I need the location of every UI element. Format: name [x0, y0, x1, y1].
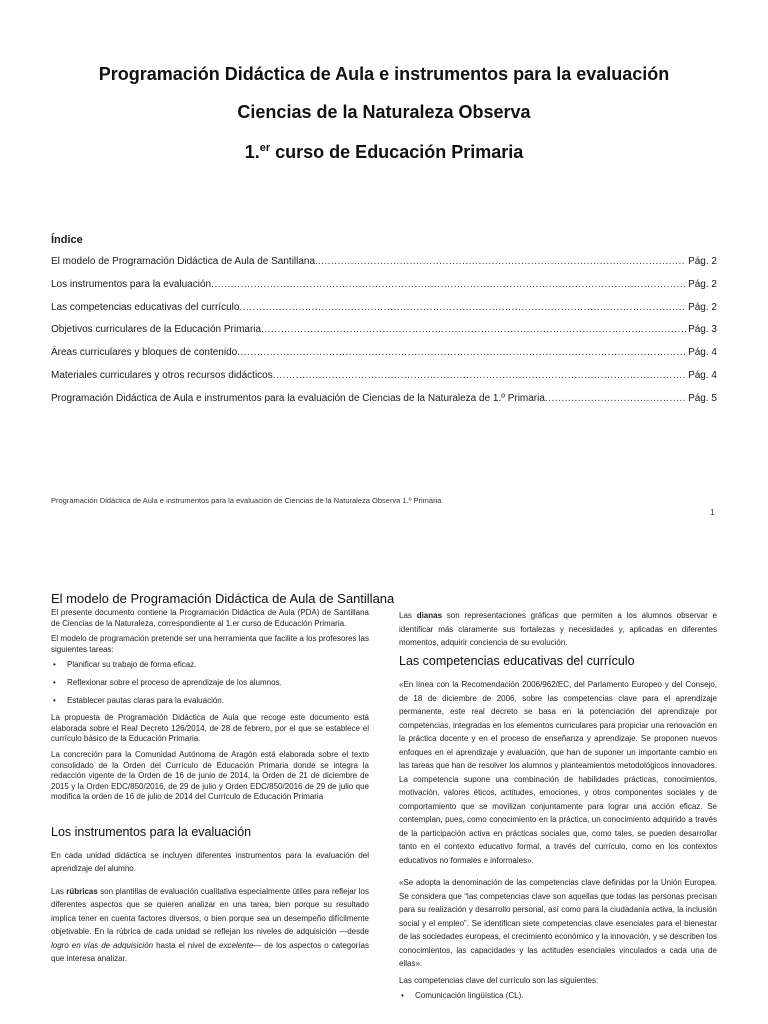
page-number: 1 — [710, 508, 715, 517]
toc-item-label: El modelo de Programación Didáctica de Aula de Santillana. — [51, 256, 318, 267]
toc-item-page: Pág. 4 — [688, 347, 717, 359]
toc-item[interactable] — [51, 279, 717, 302]
section-heading-model: El modelo de Programación Didáctica de Aula de Santillana — [51, 591, 395, 606]
toc-item-label: Programación Didáctica de Aula e instrumentos para la evaluación de Ciencias de la Naturaleza de 1.º Primaria — [51, 392, 545, 404]
paragraph: La propuesta de Programación Didáctica de Aula que recoge este documento está elaborada sobre el Real Decreto 126/2014, de 28 de febrero, por el que se establece el currículo básico de la Educación Primaria. — [51, 713, 369, 744]
paragraph-rubrics: Las rúbricas son plantillas de evaluación cualitativa especialmente útiles para reflejar los diferentes aspectos que se quieren analizar en una tarea, bien porque su resultado implica tener en cuenta factores diversos, o bien porque sea un desempeño difícilmente objetivable. En la rúbrica de cada unidad se reflejan los niveles de adquisición —desde logro en vías de adquisición hasta el nivel de excelente— de los aspectos o categorías que interesa analizar. — [51, 886, 369, 963]
toc-leader — [237, 347, 686, 358]
toc-leader — [239, 302, 686, 313]
section-heading-instruments: Los instrumentos para la evaluación — [51, 824, 252, 839]
document-course: 1.$^{er}$ curso de Educación Primaria — [244, 142, 524, 162]
toc-item-page: Pág. 5 — [688, 392, 717, 404]
paragraph: En cada unidad didáctica se incluyen diferentes instrumentos para la evaluación del aprendizaje del alumno. — [51, 850, 369, 873]
page-footer: Programación Didáctica de Aula e instrumentos para la evaluación de Ciencias de la Naturaleza Observa 1.º Primaria — [51, 496, 442, 505]
right-column — [399, 609, 717, 1009]
section-heading-competencies: Las competencias educativas del currículo — [399, 653, 635, 668]
competencies-list — [399, 991, 717, 1002]
paragraph: «En línea con la Recomendación 2006/962/EC, del Parlamento Europeo y del Consejo, de 18 de diciembre de 2006, sobre las competencias clave para el aprendizaje permanente, este real decreto se basa en la potenciación del aprendizaje por competencias, integradas en los elementos curriculares para propiciar una renovación en la práctica docente y en el proceso de enseñanza y aprendizaje. Se proponen nuevos enfoques en el aprendizaje y evaluación, que han de suponer un importante cambio en las tareas que han de resolver los alumnos y planteamientos metodológicos innovadores. La competencia supone una combinación de habilidades prácticas, conocimientos, motivación, valores éticos, actitudes, emociones, y otros componentes sociales y de comportamiento que se movilizan conjuntamente para lograr una acción eficaz. Se contemplan, pues, como conocimiento en la práctica, un conocimiento adquirido a través de la participación activa en prácticas sociales que, como tales, se pueden desarrollar tanto en el contexto educativo formal, a través del currículo, como en los contextos educativos no formales e informales». — [399, 680, 717, 865]
toc-item-page: Pág. 4 — [688, 369, 717, 381]
toc-item-label: Materiales curriculares y otros recursos didácticos — [51, 369, 273, 381]
task-list — [51, 660, 369, 706]
toc-leader — [211, 279, 686, 290]
toc-leader — [261, 324, 686, 335]
document-subtitle: Ciencias de la Naturaleza Observa — [237, 102, 531, 122]
paragraph: «Se adopta la denominación de las competencias clave definidas por la Unión Europea. Se considera que “las competencias clave son aquellas que todas las personas precisan para su realización y desarrollo personal, así como para la ciudadanía activa, la inclusión social y el empleo”. Se identifican siete competencias clave esenciales para el bienestar de las sociedades europeas, el crecimiento económico y la innovación, y se describen los conocimientos, las capacidades y las actitudes esenciales vinculados a cada una de ellas». — [399, 878, 717, 969]
toc-leader — [545, 393, 686, 404]
toc-item-page: Pág. 2 — [688, 301, 717, 313]
list-item: • Comunicación lingüística (CL). — [399, 991, 717, 1002]
list-item: • Planificar su trabajo de forma eficaz. — [51, 660, 369, 671]
toc-item-label: Los instrumentos para la evaluación — [51, 278, 212, 290]
table-of-contents — [51, 256, 717, 416]
left-column — [51, 608, 369, 971]
page-two — [0, 580, 768, 1024]
paragraph: El modelo de programación pretende ser una herramienta que facilite a los profesores las siguientes tareas: — [51, 634, 369, 654]
list-item: • Reflexionar sobre el proceso de aprendizaje de los alumnos. — [51, 678, 369, 689]
toc-item-label: Objetivos curriculares de la Educación Primaria — [51, 324, 262, 336]
toc-item[interactable] — [51, 347, 717, 370]
paragraph: Las competencias clave del currículo son las siguientes: — [399, 975, 599, 985]
toc-item[interactable] — [51, 324, 717, 347]
toc-item[interactable] — [51, 256, 717, 279]
document-title: Programación Didáctica de Aula e instrumentos para la evaluación — [98, 64, 670, 84]
toc-leader — [273, 370, 686, 381]
toc-leader — [318, 256, 686, 267]
toc-item[interactable] — [51, 302, 717, 325]
toc-item[interactable] — [51, 370, 717, 393]
toc-item-label: Las competencias educativas del currículo — [51, 301, 240, 313]
toc-item-page: Pág. 2 — [688, 256, 717, 267]
toc-item-page: Pág. 2 — [688, 278, 717, 290]
paragraph: La concreción para la Comunidad Autónoma de Aragón está elaborada sobre el texto consolidado de la Orden del Currículo de Educación Primaria donde se integra la redacción vigente de la Orden de 16 de junio de 2014, la Orden de 21 de diciembre de 2015 y la Orden EDC/850/2016, de 29 de julio y Orden EDC/850/2016 de 29 de julio que modifica la orden de 16 de julio de 2014 del Currículo de Educación Primaria — [51, 749, 369, 802]
paragraph-dianas: Las dianas son representaciones gráficas que permiten a los alumnos observar e identificar más claramente sus fortalezas y necesidades y, aplicadas en diferentes momentos, adquirir conciencia de su evolución. — [399, 611, 718, 647]
toc-item-label: Áreas curriculares y bloques de contenido — [51, 347, 238, 359]
toc-item[interactable] — [51, 393, 717, 416]
list-item: • Establecer pautas claras para la evaluación. — [51, 696, 369, 707]
paragraph: El presente documento contiene la Programación Didáctica de Aula (PDA) de Santillana de Ciencias de la Naturaleza, correspondiente al 1.er curso de Educación Primaria. — [51, 608, 369, 628]
index-heading: Índice — [51, 234, 83, 246]
toc-item-page: Pág. 3 — [688, 324, 717, 336]
